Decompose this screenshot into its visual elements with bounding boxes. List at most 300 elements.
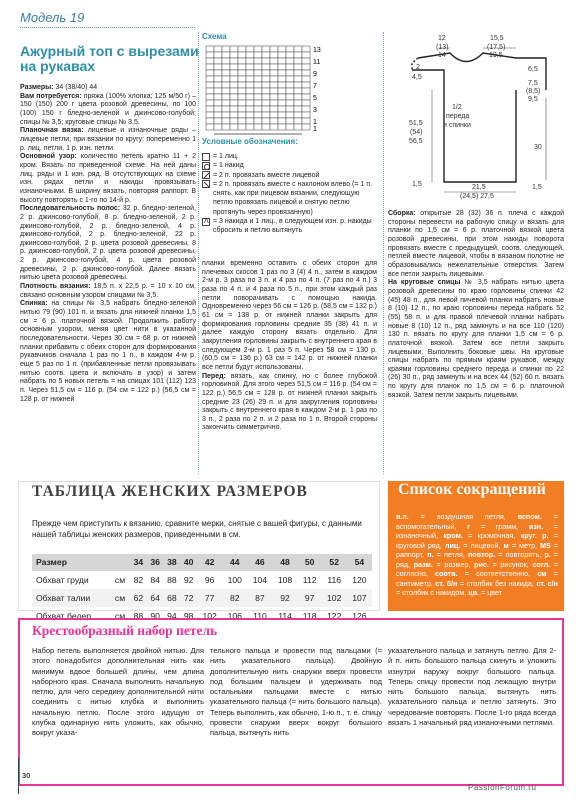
chart-cell [206,94,214,100]
chart-cell [278,88,286,94]
column-divider [198,32,199,474]
chart-cell [294,106,302,112]
chart-cell [222,76,230,82]
chart-cell [302,88,310,94]
chart-cell [262,76,270,82]
abbr-key: м [503,540,509,550]
table-row [32,571,372,589]
chart-cell [286,46,294,52]
chart-cell [278,118,286,124]
sizes-label: Размеры: [20,84,54,91]
chart-cell [262,100,270,106]
chart-cell [222,100,230,106]
dim-left-1: 51,5 [409,120,423,127]
abbr-value: = рисунок, [488,559,533,569]
table-cell: 116 [327,574,342,585]
chart-cell [278,58,286,64]
chart-cell [230,64,238,70]
legend-text: = 1 накид [213,162,244,170]
chart-cell [286,70,294,76]
dim-bottom-1: 21,5 [472,184,486,191]
back-text: на спицы № 3,5 набрать бледно-зеленой нитью 79 (90) 101 п. и вязать для нижней планки 1,5 см = 6 р. платочной вязкой. Продолжить работу основным узором, меняя цвет нити в указанной последовательности. Через 30 см = 68 р. от нижней планки прибавить с обеих сторон для формирования рукавчиков сначала 1 раз по 1 п., в каждом 4-м р. еще 5 раз по 1 п. (прибавленные петли провязывать нитью соотв. цвета и включать в узор) и затем набрать по 5 новых петель = на спицах 101 (112) 123 п. Через 51,5 см = 116 р. (54 см = 122 р.) (56,5 см = 128 р. от нижней [20,300,196,403]
chart-cell [206,112,214,118]
chart-row-label: 1 [313,119,317,126]
abbr-key: вспом. [517,512,542,521]
abbr-list [396,512,558,598]
chart-cell [278,64,286,70]
table-cell: 88 [167,574,177,585]
chart-cell [238,58,246,64]
chart-cell [270,64,278,70]
chart-cell [230,100,238,106]
plank-text: лицевые и изнаночные ряды – лицевые петли; при вязании по кругу: попеременно 1 р. лиц. петли, 1 р. изн. петли. [20,127,196,152]
knit-stitch-icon [202,153,210,161]
chart-cell [262,106,270,112]
sizes-table [32,554,372,625]
chart-cell [286,64,294,70]
chart-cell [278,106,286,112]
chart-cell [238,88,246,94]
legend-text: = 3 накида и 1 лиц., в следующем изн. р. накиды сбросить и петлю вытянуть [213,218,372,235]
chart-cell [214,46,222,52]
chart-cell [254,118,262,124]
chart-cell [206,100,214,106]
chart-cell [238,118,246,124]
chart-cell [222,64,230,70]
sizes-title: ТАБЛИЦА ЖЕНСКИХ РАЗМЕРОВ [32,483,308,500]
table-cell: 110 [253,610,267,621]
cast-on-title: Крестообразный набор петель [32,623,218,638]
table-cell: Обхват бедер [36,610,91,621]
table-cell: 72 [180,589,197,607]
table-cell: 118 [302,610,317,621]
table-cell: 108 [277,574,293,585]
chart-cell [206,70,214,76]
chart-cell [230,82,238,88]
chart-cell [270,58,278,64]
neck-text: № 3,5 набрать нитью цвета розовой древесины по краю горловины спинки 42 (45) 48 п., для левой пичевой планки набрать новые 8 (10) 12 п., по краю горловины переда набрать 52 (55) 58 п. и для правой плечевой планки набрать новые 8 (10) 12 п., ряд замкнуть и на все 110 (120) 130 п. вязать по кругу для планки 1,5 см = 6 р. платочной вязкой. Затем все петли закрыть лицевыми. Выполнить боковые швы. На круговые спицы набрать по прямым краям рукавов, между краями горловины среднего переда и спинки по 22 (26) 30 п., ряд замкнуть и на всех 44 (52) 60 п. вязать по кругу для планок по 1,5 см = 6 р. платочной вязкой. Затем петли закрыть лицевыми. [388,279,564,399]
table-cell: см [114,574,126,585]
abbr-key: повтор. [467,550,496,559]
dim-right-2: 7,5 [528,80,538,87]
table-cell: 77 [197,589,222,607]
chart-cell [246,46,254,52]
chart-cell [206,82,214,88]
chart-cell [206,124,214,130]
chart-cell [278,100,286,106]
middle-column [202,260,377,433]
dim-bottom-left: 1,5 [412,181,422,188]
abbr-key: соотв. [435,569,458,578]
chart-cell [262,118,270,124]
dim-left-3: 56,5 [409,138,423,145]
assembly-label: Сборка: [388,210,416,217]
chart-cell [238,112,246,118]
abbr-key: кром. [443,531,463,540]
dim-sleeve-1: 2 [416,64,420,71]
chart-cell [230,118,238,124]
plank-label: Планочная вязка: [20,127,84,135]
chart-cell [254,106,262,112]
abbr-key: рис. [474,559,489,569]
model-number: Модель 19 [20,10,85,25]
chart-cell [294,118,302,124]
chart-cell [294,124,302,130]
abbr-value: = воздушная петля, [408,512,518,521]
chart-cell [222,112,230,118]
legend-text: = 2 п. провязать вместе лицевой [213,171,320,179]
chart-cell [286,118,294,124]
assembly-text: открытые 28 (32) 36 п. плеча с каждой стороны перевести на рабочую спицу и вязать для планки по 1,5 см = 6 р. платочной вязкой цвета розовой древесины, при этом накиды поворота провязать вместе с предыдущей, соотв. следующей, петлей вместе лицевой, чтобы в вязаном полотне не образовывались нежелательные отверстия. Затем все петли закрыть лицевыми. [388,210,564,278]
chart-cell [286,76,294,82]
chart-cell [254,82,262,88]
abbr-key: MS [540,540,551,550]
chart-cell [206,64,214,70]
right-column [388,210,564,400]
chart-cell [302,124,310,130]
chart-cell [246,58,254,64]
chart-cell [206,76,214,82]
chart-cell [230,112,238,118]
chart-cell [214,58,222,64]
legend-item [202,180,377,217]
abbr-key: ст. б/н [435,578,458,588]
table-cell: 84 [150,574,160,585]
abbr-value: = грамм, [470,521,529,531]
chart-cell [230,70,238,76]
chart-cell [222,94,230,100]
chart-cell [294,46,302,52]
dim-left-2: (54) [410,129,423,136]
chart-row-label: 3 [313,107,317,114]
table-cell: 90 [150,610,160,621]
table-cell: см [114,610,126,621]
table-cell: 82 [222,589,247,607]
table-cell: Обхват груди [36,574,89,585]
chart-cell [222,52,230,58]
table-cell: 64 [147,589,164,607]
back-continued-text: планки временно оставить с обеих сторон для плечевых скосов 1 раз по 3 (4) 4 п., затем в каждом 2-м р. 3 раза по 3 п. и 4 раз по 4 п. (7 раз по 4 п.) 3 раза по 4 п. и 4 раза по 5 п., при этом каждый раз петли поворачивать с помощью накида. Одновременно через 56 см = 126 р. (58,5 см = 132 р.) 61 см = 138 р. от нижней планки закрыть для формирования горловины средние 35 (38) 41 п. и далее каждую сторону вязать отдельно. Для закругления горловины закрыть с внутреннего края в следующем 2-м р. 1 раз 5 п. Через 58 см = 130 р. (60,5 см = 136 р.) 63 см = 142 р. от нижней планки все петли будут использованы. [202,260,377,371]
chart-cell [246,64,254,70]
chart-cell [254,88,262,94]
abbr-key: в.п. [396,512,409,521]
chart-cell [214,82,222,88]
table-cell: Обхват талии [32,589,110,607]
chart-cell [214,112,222,118]
table-cell: 48 [272,554,297,571]
chart-cell [270,94,278,100]
legend-item [202,152,377,161]
chart-cell [278,46,286,52]
dim-top-6: 19,5 [489,52,503,59]
chart-cell [278,94,286,100]
table-cell: 100 [227,574,242,585]
materials-label: Вам потребуется: [20,92,82,100]
main-pattern-text: количество петель кратно 11 + 2 кром. Вязать по приведенной схеме. На ней даны лиц. ряды и 1 изн. ряд. В отсутствующих на схеме изн. рядах петли и накиды провязывать изнаночными. В ширину вязать, повторяя раппорт. В высоту повторять с 1-го по 14-й р. [20,153,196,204]
chart-cell [246,100,254,106]
chart-cell [246,70,254,76]
chart-cell [270,82,278,88]
chart-cell [254,64,262,70]
chart-cell [246,124,254,130]
chart-cell [302,100,310,106]
chart-cell [214,100,222,106]
triple-wrap-icon [202,218,210,226]
table-cell: 94 [167,610,177,621]
table-cell: 50 [298,554,322,571]
legend [202,152,377,236]
dim-center-3: и спинки [443,122,471,129]
chart-row-label: 1 [313,126,317,133]
table-cell: 92 [183,574,194,585]
chart-cell [254,124,262,130]
chart-cell [302,94,310,100]
abbr-value: = петля, [433,550,468,559]
chart-cell [214,106,222,112]
chart-cell [238,70,246,76]
chart-cell [246,88,254,94]
chart-cell [302,70,310,76]
cast-on-col-3: указательного пальца и затянуть петлю. Для 2-й п. нить большого пальца скинуть и уложить изнутри наружу вокруг большого пальца. Теперь спицу провести под лежащую внутри нить большого пальца, вытянуть нить указательного пальца и петлю затянуть. Это чередование повторять. После 1-го ряда всегда вязать 1 начальный ряд изнаночными петлями. [388,646,556,728]
sizes-value: 34 (38/40) 44 [55,84,98,91]
chart-cell [222,118,230,124]
k2tog-icon [202,171,210,179]
table-cell [110,554,130,571]
chart-cell [294,112,302,118]
chart-cell [270,52,278,58]
chart-cell [262,94,270,100]
chart-cell [278,76,286,82]
abbr-value: = повторять, [495,550,545,559]
abbr-value: = цвет [479,588,503,597]
yarn-over-icon [202,162,210,170]
chart-cell [254,76,262,82]
abbr-value: = раппорт, [396,540,558,559]
chart-cell [262,58,270,64]
page-bar [18,758,19,794]
chart-cell [238,76,246,82]
chart-cell [294,94,302,100]
abbr-key: согл. [532,559,551,569]
left-column [20,84,196,404]
chart-cell [302,52,310,58]
abbr-value: = метр, [508,540,541,550]
chart-cell [278,124,286,130]
legend-item [202,171,377,180]
density-text: 18,5 п. x 22,5 р. = 10 x 10 см, связано основным узором спицами № 3,5. [20,283,196,299]
abbr-key: разм. [413,559,433,569]
chart-cell [214,118,222,124]
chart-row-label: 13 [313,47,321,54]
chart-cell [238,82,246,88]
chart-cell [286,52,294,58]
table-cell: 40 [180,554,197,571]
chart-cell [270,70,278,76]
chart-cell [238,100,246,106]
chart-cell [270,100,278,106]
chart-cell [278,70,286,76]
chart-cell [230,52,238,58]
chart-row-label: 9 [313,71,317,78]
abbr-key: п. [427,550,434,559]
sizes-intro: Прежде чем приступить к вязанию, сравните мерки, снятые с вашей фигуры, с данными нашей таблицы женских размеров, приведенными в см. [32,519,362,539]
dim-top-1: 12 [438,35,446,42]
chart-cell [238,124,246,130]
chart-cell [238,94,246,100]
chart-cell [270,106,278,112]
abbr-key: р. [544,550,551,559]
chart-cell [230,76,238,82]
abbr-key: лиц. [444,540,461,550]
chart-cell [246,52,254,58]
chart-cell [286,88,294,94]
chart-cell [246,82,254,88]
abbr-key: г [467,521,471,531]
chart-cell [302,64,310,70]
dim-center-2: переда [446,113,470,120]
legend-title: Условные обозначения: [202,137,298,146]
chart-cell [294,64,302,70]
table-cell: 102 [202,610,217,621]
chart-cell [294,88,302,94]
chart-cell [286,124,294,130]
table-row [32,589,372,607]
dim-bottom-2: (24,5) 27,5 [460,193,494,200]
chart-cell [254,100,262,106]
abbr-value: = круговой ряд, [396,531,559,550]
chart-cell [246,94,254,100]
table-cell: 97 [298,589,322,607]
table-cell: 52 [322,554,347,571]
chart-cell [270,88,278,94]
chart-cell [262,112,270,118]
schema-title: Схема [202,32,227,41]
chart-cell [214,64,222,70]
legend-text: = 2 п. провязать вместе с наклоном влево (= 1 п. снять, как при лицевом вязании, следующую петлю провязать лицевой и снятую петлю протянуть через провязанную) [213,180,372,216]
table-cell: 88 [133,610,144,621]
abbr-key: круг. р. [520,531,549,540]
table-cell: 102 [322,589,347,607]
abbr-title: Список сокращений [398,481,546,498]
stripe-seq-label: Последовательность полос: [20,205,121,213]
chart-cell [270,118,278,124]
table-cell: 104 [252,574,268,585]
abbr-value: = соответственно, [457,569,538,578]
chart-cell [222,70,230,76]
chart-cell [206,118,214,124]
cast-on-col-1: Набор петель выполняется двойной нитью. Для этого понадобится дополнительная нить как минимум вдвое большей длины, чем длина наборного края. Сначала выполнить начальную петлю, для чего середину дополнительной нити соединить с нитью клубка и выполнить начальную петлю. После этого идущую от клубка одинарную нить уложить, как обычно, вокруг указа- [32,646,204,738]
legend-item [202,161,377,170]
chart-cell [270,46,278,52]
table-cell: 54 [347,554,372,571]
chart-cell [262,88,270,94]
chart-cell [262,52,270,58]
abbr-value: = столбик без накида, [457,578,537,588]
front-label: Перед: [202,372,226,380]
chart-cell [222,124,230,130]
chart-row-label: 5 [313,95,317,102]
dim-bottom-right: 1,5 [532,184,542,191]
table-cell: 98 [183,610,194,621]
chart-cell [278,82,286,88]
dim-mid-right: 30 [534,144,542,151]
chart-cell [230,88,238,94]
chart-cell [270,112,278,118]
chart-cell [246,106,254,112]
abbr-key: ст. с/н [536,578,559,588]
chart-cell [262,82,270,88]
chart-cell [278,52,286,58]
chart-cell [294,70,302,76]
chart-cell [206,106,214,112]
chart-cell [302,58,310,64]
chart-cell [294,82,302,88]
chart-cell [262,64,270,70]
table-cell: 87 [247,589,272,607]
chart-cell [238,46,246,52]
dim-right-3: (8,5) [526,88,541,95]
chart-cell [246,112,254,118]
chart-cell [230,46,238,52]
dim-right-1: 6,5 [528,66,538,73]
ssk-icon [202,180,210,188]
table-cell: 106 [227,610,242,621]
chart-cell [230,124,238,130]
chart-cell [294,100,302,106]
legend-item [202,217,377,236]
chart-cell [270,124,278,130]
chart-cell [262,70,270,76]
chart-cell [206,88,214,94]
back-label: Спинка: [20,300,48,308]
table-cell: 44 [222,554,247,571]
stripe-seq-text: 32 р. бледно-зеленой, 2 р. джинсово-голубой, 8 р. бледно-зеленой, 2 р. джинсово-голубой, 2 р. бледно-зеленой, 4 р. джинсово-голубой, 2 р. бледно-зеленой, 22 р. джинсово-голубой, 2 р. цвета розовой древесины, 8 р. джинсово-голубой, 2 р. цвета розовой древесины, 2 р. джинсово-голубой, 4 р. цвета розовой древесины, 2 р. джинсово-голубой. Далее вязать нитью цвета розовой древесины. [20,205,196,282]
neck-label: На круговые спицы [388,279,461,287]
materials-text: пряжа (100% хлопка; 125 м/50 г) – 150 (150) 200 г цвета розовой древесины, по 100 (100) 150 г бледно-зеленой и джинсово-голубой; спицы № 3,5; круговые спицы № 3,5. [20,92,196,126]
abbr-value: = вспомогательный, [396,512,558,531]
dim-top-4: 15,5 [490,35,504,42]
chart-cell [238,52,246,58]
chart-cell [294,52,302,58]
garment-diagram [388,30,568,200]
chart-cell [206,58,214,64]
chart-cell [222,106,230,112]
chart-cell [222,58,230,64]
chart-cell [262,46,270,52]
chart-cell [294,76,302,82]
chart-cell [230,94,238,100]
chart-cell [246,76,254,82]
table-cell: 62 [130,589,147,607]
dim-top-3: 14 [438,52,446,59]
chart-cell [214,124,222,130]
chart-cell [254,46,262,52]
chart-cell [294,58,302,64]
chart-cell [270,76,278,82]
chart-cell [286,94,294,100]
site-watermark: PassionForum.ru [468,783,537,792]
chart-cell [254,112,262,118]
chart-cell [254,52,262,58]
chart-row-label: 11 [313,59,321,66]
chart-cell [254,58,262,64]
table-row [32,554,372,571]
chart-cell [222,88,230,94]
chart-cell [254,70,262,76]
pattern-title: Ажурный топ с вырезами на рукавах [20,43,199,74]
table-cell: 92 [272,589,297,607]
model-divider [20,27,195,28]
